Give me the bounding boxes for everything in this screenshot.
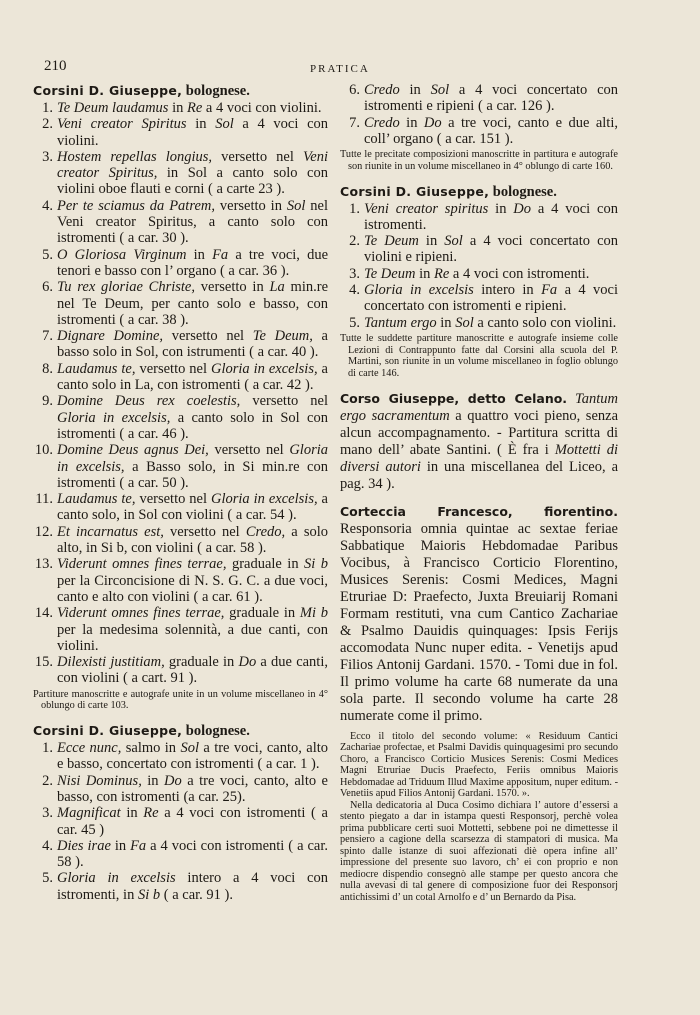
work-mid: versetto nel (163, 328, 253, 345)
work-title: Veni creator spiritus (364, 200, 489, 217)
work-mid: in (120, 805, 144, 822)
work-key: Do (423, 114, 442, 131)
work-key: Si b (137, 886, 161, 903)
work-key: Do (238, 654, 257, 671)
footnote-dedication: Nella dedicatoria al Duca Cosimo dichiara l’ autore d’essersi a stento piegato a dar in istampa questi Responsorj, perchè volea prima pubblicare certi suoi Mottetti, sebbene poi ne dimettesse il pensiero a cagione della scarsezza di stampatori di musica. Ma spinto dalle istanze di suoi affezionati diè opera infine all’ impressione del presente suo lavoro, ch’ ei con proprio e non mediocre dispendio consegnò alle stampe per questo ancora che nulla avevasi di tal genere di composizione fuor dei Responsorj antichissimi d’ un cotal Arnolfo e d’ un Bernardo da Pisa. (340, 799, 618, 903)
item-text (57, 149, 328, 198)
collection-note: Tutte le suddette partiture manoscritte e autografe insieme colle Lezioni di Contrappunto fatte dal Corsini alla scuola del P. Martini, son riunite in un volume miscellaneo in foglio oblungo di carte 146. (340, 332, 618, 380)
item-text (57, 740, 328, 773)
item-text (57, 870, 328, 903)
item-number: 3. (42, 148, 53, 165)
item-number: 9. (42, 393, 53, 410)
author-origin: bolognese. (185, 723, 250, 740)
work-list (33, 100, 328, 687)
item-text (57, 100, 328, 116)
work-mid: versetto nel (135, 360, 211, 377)
work-title: Tu rex gloriae Christe, (57, 279, 195, 296)
work-mid: versetto nel (208, 442, 290, 459)
work-details: per la Circoncisione di N. S. G. C. a due voci, canto e alto con violini ( a car. 61 ). (57, 572, 328, 605)
work-title: Credo (364, 114, 400, 131)
work-item (340, 266, 618, 282)
work-details: ( a car. 91 ). (160, 886, 233, 903)
work-title: Laudamus te, (57, 491, 136, 508)
item-number: 12. (34, 523, 53, 540)
item-number: 1. (349, 200, 360, 217)
work-item (33, 605, 328, 654)
work-item (33, 328, 328, 361)
work-details: a 4 voci con istromenti. (449, 265, 590, 282)
work-title: Per te sciamus da Patrem, (57, 197, 215, 214)
work-item (33, 491, 328, 524)
item-text (57, 442, 328, 491)
item-number: 5. (42, 246, 53, 263)
work-title: Te Deum laudamus (57, 100, 169, 116)
work-title: Domine Deus rex coelestis, (57, 393, 241, 410)
work-details: a 4 voci con istromenti ( a car. 58 ). (57, 837, 328, 871)
work-item (340, 315, 618, 331)
item-number: 10. (34, 442, 53, 459)
work-title: Veni creator Spiritus (57, 116, 187, 133)
work-mid: in (436, 314, 456, 331)
work-mid: versetto nel (135, 491, 211, 508)
work-title: Viderunt omnes fines terrae, (57, 605, 225, 622)
work-item (33, 361, 328, 394)
item-text (57, 605, 328, 654)
item-text (57, 556, 328, 605)
author-name: Corsini D. Giuseppe, (33, 83, 183, 98)
item-text (57, 524, 328, 557)
item-number: 6. (349, 82, 360, 98)
work-mid: in (415, 265, 434, 282)
work-details: a 4 voci con violini. (202, 100, 322, 116)
work-details: a canto solo, in Sol con violini ( a car. 54 ). (57, 491, 328, 524)
work-details: a Basso solo, in Si min.re con istromenti ( a car. 50 ). (57, 458, 328, 491)
author-heading (340, 183, 618, 201)
work-details: a canto solo con violini. (473, 314, 617, 331)
work-title: Et incarnatus est, (57, 523, 164, 540)
work-title: O Gloriosa Virginum (57, 246, 187, 263)
work-item (33, 198, 328, 247)
item-number: 1. (42, 740, 53, 757)
work-title: Gloria in excelsis (57, 870, 176, 887)
collection-note: Partiture manoscritte e autografe unite in un volume miscellaneo in 4° oblungo di carte 103. (33, 688, 328, 712)
work-mid: versetto nel (240, 393, 328, 410)
work-details: per la medesima solennità, a due canti, con violini. (57, 621, 328, 654)
work-item (33, 100, 328, 116)
work-mid: graduale in (224, 605, 300, 622)
work-title: Laudamus te, (57, 360, 136, 377)
work-description: Responsoria omnia quintae ac sextae feriae Sabbatique Maioris Hebdomadae Paribus Vocibus, à Francisco Corticio Florentino, Musices Serenis: Cosmi Medices, Magni Etruriae D: Praefecto, Juxta Breuiarij Romani Formam restituti, vna cum Cantico Zachariae & Psalmo Dauidis quinquages: Ipsis Ferijs accomodata Nunc nuper edita. - Venetijs apud Filios Antonij Gardani. 1570. - Tomi due in fol. Il primo volume ha carte 68 numerate da una sola parte. Il secondo volume ha carte 28 numerate come il primo. (340, 520, 618, 724)
work-details: a tre voci, due tenori e basso con l’ organo ( a car. 36 ). (57, 246, 329, 279)
item-number: 6. (42, 279, 53, 296)
work-key: La (269, 279, 285, 296)
running-head: PRATICA (310, 63, 370, 75)
work-key: Do (513, 200, 532, 217)
work-key: Fa (212, 246, 229, 263)
work-details: a 4 voci concertato con istromenti e ripieni. (364, 282, 618, 315)
item-number: 7. (349, 114, 360, 131)
entry-paragraph (340, 390, 618, 493)
work-key: Mi b (299, 605, 328, 622)
work-title: Te Deum (364, 233, 419, 250)
work-details: a canto solo in Sol con istromenti ( a car. 46 ). (57, 409, 328, 442)
work-list (340, 201, 618, 331)
entry-corsini-3 (340, 183, 618, 380)
work-mid: in (488, 200, 514, 217)
work-item (33, 805, 328, 838)
item-text (57, 328, 328, 361)
work-item (33, 149, 328, 198)
work-item (33, 247, 328, 280)
work-title: Viderunt omnes fines terrae, (57, 556, 227, 573)
item-text (57, 247, 328, 280)
entry-paragraph (340, 503, 618, 725)
work-title: Domine Deus agnus Dei, (57, 442, 209, 459)
work-mid: salmo in (121, 740, 181, 757)
work-item (33, 556, 328, 605)
work-mid: versetto nel (163, 523, 246, 540)
work-title: Magnificat (57, 805, 121, 822)
item-number: 3. (42, 805, 53, 822)
work-mid: in (399, 82, 431, 98)
work-item (33, 838, 328, 871)
work-title: Tantum ergo (364, 314, 437, 331)
author-heading (33, 722, 328, 740)
work-key: Sol (455, 314, 474, 331)
work-mid: intero a 4 voci con istromenti, in (57, 870, 328, 903)
work-mid: in (141, 772, 165, 789)
work-details: a tre voci, canto, alto e basso, con istromenti (a car. 25). (57, 772, 328, 805)
work-title: Hostem repellas longius, (57, 148, 213, 165)
work-details: a basso solo in Sol, con istrumenti ( a car. 40 ). (57, 328, 328, 361)
work-mid: in (418, 233, 445, 250)
item-number: 2. (349, 233, 360, 250)
item-text (57, 279, 328, 328)
author-name: Corsini D. Giuseppe, (340, 183, 490, 199)
work-item (340, 282, 618, 315)
work-key: Fa (130, 837, 147, 854)
work-mid: in (186, 246, 213, 263)
work-mid: in (168, 100, 187, 116)
work-details: a 4 voci con violini. (57, 116, 328, 149)
item-text (57, 838, 328, 871)
item-text (364, 282, 618, 315)
item-text (364, 115, 618, 148)
item-number: 5. (42, 870, 53, 887)
work-item (33, 870, 328, 903)
work-mid: graduale in (226, 556, 305, 573)
item-number: 8. (42, 360, 53, 377)
work-title: Tantum ergo sacramentum (340, 390, 619, 424)
work-title: Dilexisti justitiam, (57, 654, 165, 671)
work-item (33, 393, 328, 442)
left-column (33, 82, 328, 913)
footnote-title: Ecco il titolo del secondo volume: « Residuum Cantici Zachariae profectae, et Psalmi Davidis quinquagesimi pro secundo Choro, a Francisco Corticio Musices Serenis: Cosmi Medices Magni Etruriae Ducis Praefecto, Feriis omnibus Maioris Hebdomadae ad Triduum Illud Maxime appositum, nuper editum. - Venetiis apud Filios Antonij Gardani. 1570. ». (340, 730, 618, 800)
work-key: Gloria in excelsis, (211, 360, 318, 377)
item-text (57, 116, 328, 149)
work-key: Sol (215, 116, 234, 133)
work-key: Do (164, 772, 182, 789)
work-title: Dignare Domine, (57, 328, 164, 345)
work-title: Te Deum (364, 265, 416, 282)
item-number: 5. (349, 314, 360, 331)
work-key: Gloria in excelsis, (57, 409, 171, 426)
work-location: in una miscellanea del Liceo, a pag. 34 ). (340, 458, 618, 492)
author-name: Corsini D. Giuseppe, (33, 723, 183, 739)
work-key: Sol (180, 740, 199, 757)
work-item (33, 773, 328, 806)
item-text (57, 773, 328, 806)
work-mid: versetto in (214, 197, 287, 214)
item-text (364, 201, 618, 234)
item-text (57, 491, 328, 524)
work-list (33, 740, 328, 903)
work-title: Ecce nunc, (57, 740, 122, 757)
work-list (340, 82, 618, 147)
item-number: 4. (42, 197, 53, 214)
item-number: 1. (42, 100, 53, 116)
work-details: a 4 voci concertato con violini e ripieni. (364, 233, 618, 266)
work-details: a canto solo in La, con istromenti ( a car. 42 ). (57, 360, 328, 394)
work-title: Nisi Dominus, (57, 772, 142, 789)
work-details: nel Veni creator Spiritus, a canto solo con istromenti ( a car. 30 ). (57, 197, 328, 247)
collection-title: Mottetti di diversi autori (340, 441, 618, 475)
work-key: Re (433, 265, 450, 282)
work-details: a solo alto, in Si b, con violini ( a car. 58 ). (57, 523, 328, 557)
item-text (364, 233, 618, 266)
item-number: 4. (42, 837, 53, 854)
entry-corsini-1 (33, 82, 328, 712)
work-key: Gloria in excelsis, (57, 442, 328, 475)
work-key: Te Deum, (252, 328, 313, 345)
work-mid: intero in (473, 282, 542, 299)
work-details: a tre voci, canto, alto e basso, concertato con istromenti ( a car. 1 ). (57, 740, 328, 773)
author-name: Corso Giuseppe, detto Celano. (340, 390, 568, 406)
work-item (33, 740, 328, 773)
item-text (57, 361, 328, 394)
work-key: Gloria in excelsis, (211, 491, 318, 508)
work-item (33, 116, 328, 149)
work-title: Dies irae (57, 837, 111, 854)
item-number: 4. (349, 282, 360, 299)
work-description: a quattro voci pieno, senza alcun accompagnamento. - Partitura scritta di mano dell’ abate Santini. ( È fra i (340, 407, 619, 458)
item-text (57, 198, 328, 247)
work-key: Fa (541, 282, 558, 299)
entry-corteccia (340, 503, 618, 904)
work-mid: in (110, 837, 131, 854)
author-origin: bolognese. (185, 83, 250, 99)
work-title: Gloria in excelsis (364, 282, 474, 299)
item-text (364, 315, 618, 331)
page-number: 210 (44, 58, 67, 74)
item-number: 2. (42, 772, 53, 789)
item-text (364, 82, 618, 115)
work-item (340, 82, 618, 115)
author-name: Corteccia Francesco, fiorentino. (340, 503, 618, 519)
work-details: a 4 voci con istromenti. (364, 200, 618, 233)
item-number: 7. (42, 328, 53, 345)
item-number: 14. (34, 605, 53, 622)
work-details: a 4 voci concertato con istromenti e ripieni ( a car. 126 ). (364, 82, 619, 115)
work-item (33, 524, 328, 557)
work-mid: in (399, 114, 424, 131)
author-heading (33, 82, 328, 100)
item-text (57, 393, 328, 442)
work-item (33, 654, 328, 687)
right-column (340, 82, 618, 913)
collection-note: Tutte le precitate composizioni manoscritte in partitura e autografe son riunite in un volume miscellaneo in 4° oblungo di carte 160. (340, 149, 618, 172)
work-item (340, 115, 618, 148)
work-mid: graduale in (164, 654, 239, 671)
item-text (57, 654, 328, 687)
work-key: Re (186, 100, 203, 116)
work-key: Si b (304, 556, 329, 573)
work-key: Sol (286, 197, 306, 214)
work-title: Credo (364, 82, 400, 98)
work-item (340, 201, 618, 234)
item-text (364, 266, 618, 282)
work-details: a tre voci, canto e due alti, coll’ organo ( a car. 151 ). (364, 114, 618, 147)
work-key: Re (143, 805, 159, 822)
entry-corsini-2 (33, 722, 328, 903)
work-details: min.re nel Te Deum, per canto solo e basso, con istromenti ( a car. 38 ). (57, 279, 329, 328)
work-details: in Sol a canto solo con violini oboe flauti e corni ( a carte 23 ). (57, 165, 328, 198)
work-key: Sol (444, 233, 463, 250)
entry-corso (340, 390, 618, 493)
item-number: 2. (42, 116, 53, 133)
work-mid: in (186, 116, 216, 133)
entry-corsini-2-continued (340, 82, 618, 173)
author-origin: bolognese. (492, 183, 557, 200)
work-key: Credo, (245, 523, 286, 540)
item-number: 11. (35, 491, 53, 508)
work-details: a 4 voci con istromenti ( a car. 45 ) (57, 805, 328, 838)
work-mid: versetto in (195, 279, 270, 296)
work-mid: versetto nel (212, 148, 304, 165)
item-text (57, 805, 328, 838)
work-details: a due canti, con violini ( a cart. 91 ). (57, 654, 328, 687)
item-number: 15. (34, 654, 53, 671)
item-number: 13. (34, 556, 53, 573)
work-item (33, 279, 328, 328)
work-item (33, 442, 328, 491)
work-key: Sol (430, 82, 450, 98)
work-key: Veni creator Spiritus, (57, 148, 328, 182)
work-item (340, 233, 618, 266)
item-number: 3. (349, 265, 360, 282)
